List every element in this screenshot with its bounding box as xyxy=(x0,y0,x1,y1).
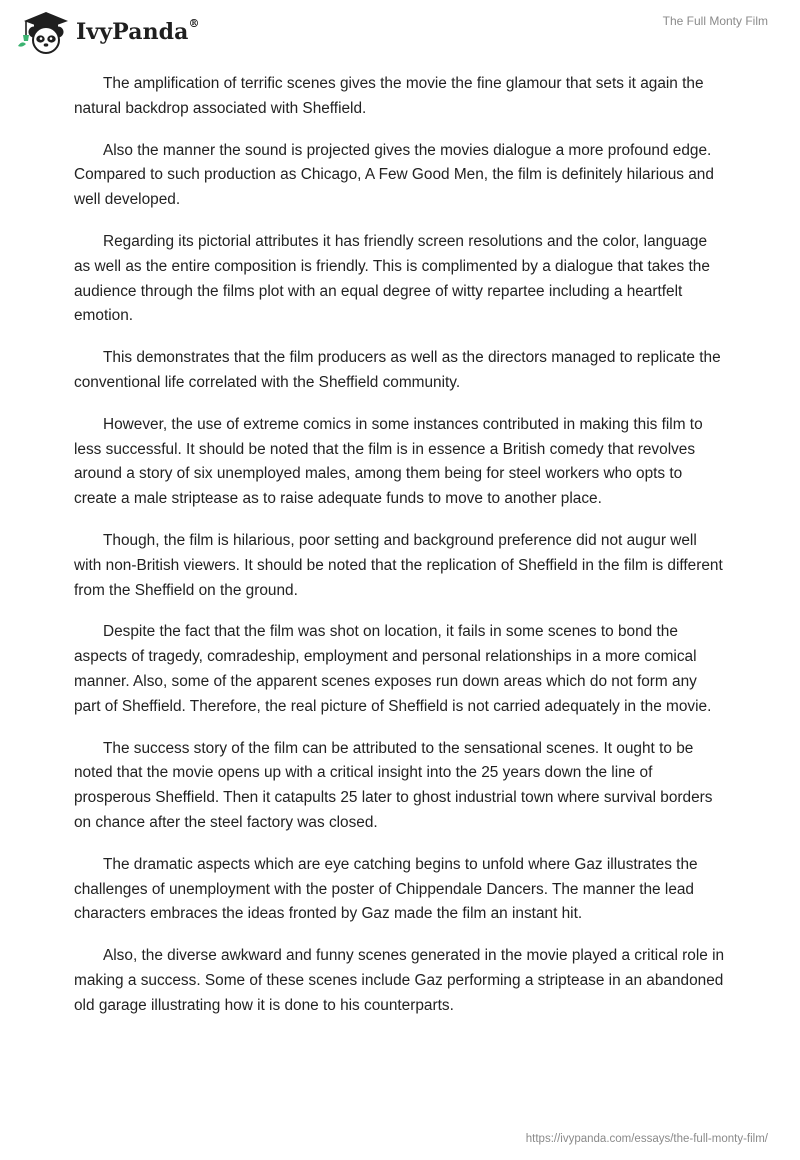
page-header xyxy=(0,0,800,70)
document-title: The Full Monty Film xyxy=(662,14,768,28)
paragraph: This demonstrates that the film producers as well as the directors managed to replicate the conventional life correlated with the Sheffield community. xyxy=(74,349,721,391)
paragraph: Also the manner the sound is projected gives the movies dialogue a more profound edge. Compared to such production as Chicago, A Few Good Men, the film is definitely hilarious and well developed. xyxy=(74,141,714,209)
paragraph: The success story of the film can be attributed to the sensational scenes. It ought to be noted that the movie opens up with a critical insight into the 25 years down the line of prosperous Sheffield. Then it catapults 25 later to ghost industrial town where survival borders on chance after the steel factory was closed. xyxy=(74,739,713,831)
paragraph: Also, the diverse awkward and funny scenes generated in the movie played a critical role in making a success. Some of these scenes include Gaz performing a striptease in an abandoned old garage illustrating how it is done to his counterparts. xyxy=(74,947,725,1014)
panda-graduate-icon xyxy=(16,8,72,56)
paragraph: However, the use of extreme comics in some instances contributed in making this film to less successful. It should be noted that the film is in essence a British comedy that revolves around a story of six unemployed males, among them being for steel workers who opts to create a male striptease as to raise adequate funds to move to another place. xyxy=(74,415,703,508)
source-url[interactable]: https://ivypanda.com/essays/the-full-monty-film/ xyxy=(525,1133,768,1145)
brand-logo[interactable] xyxy=(16,8,200,56)
registered-mark: ® xyxy=(188,17,200,30)
essay-body xyxy=(74,72,726,1036)
paragraph: The dramatic aspects which are eye catching begins to unfold where Gaz illustrates the challenges of unemployment with the poster of Chippendale Dancers. The manner the lead characters embraces the ideas fronted by Gaz made the film an instant hit. xyxy=(74,855,698,923)
paragraph: Regarding its pictorial attributes it has friendly screen resolutions and the color, language as well as the entire composition is friendly. This is complimented by a dialogue that takes the audience through the films plot with an equal degree of witty repartee including a heartfelt emotion. xyxy=(74,232,710,325)
brand-name: IvyPanda® xyxy=(76,17,200,45)
paragraph: Though, the film is hilarious, poor setting and background preference did not augur well with non-British viewers. It should be noted that the replication of Sheffield in the film is different from the Sheffield on the ground. xyxy=(74,531,723,599)
paragraph: The amplification of terrific scenes gives the movie the fine glamour that sets it again the natural backdrop associated with Sheffield. xyxy=(74,75,704,117)
paragraph: Despite the fact that the film was shot on location, it fails in some scenes to bond the aspects of tragedy, comradeship, employment and personal relationships in a more comical manner. Also, some of the apparent scenes exposes run down areas which do not form any part of Sheffield. Therefore, the real picture of Sheffield is not carried adequately in the movie. xyxy=(74,623,712,715)
